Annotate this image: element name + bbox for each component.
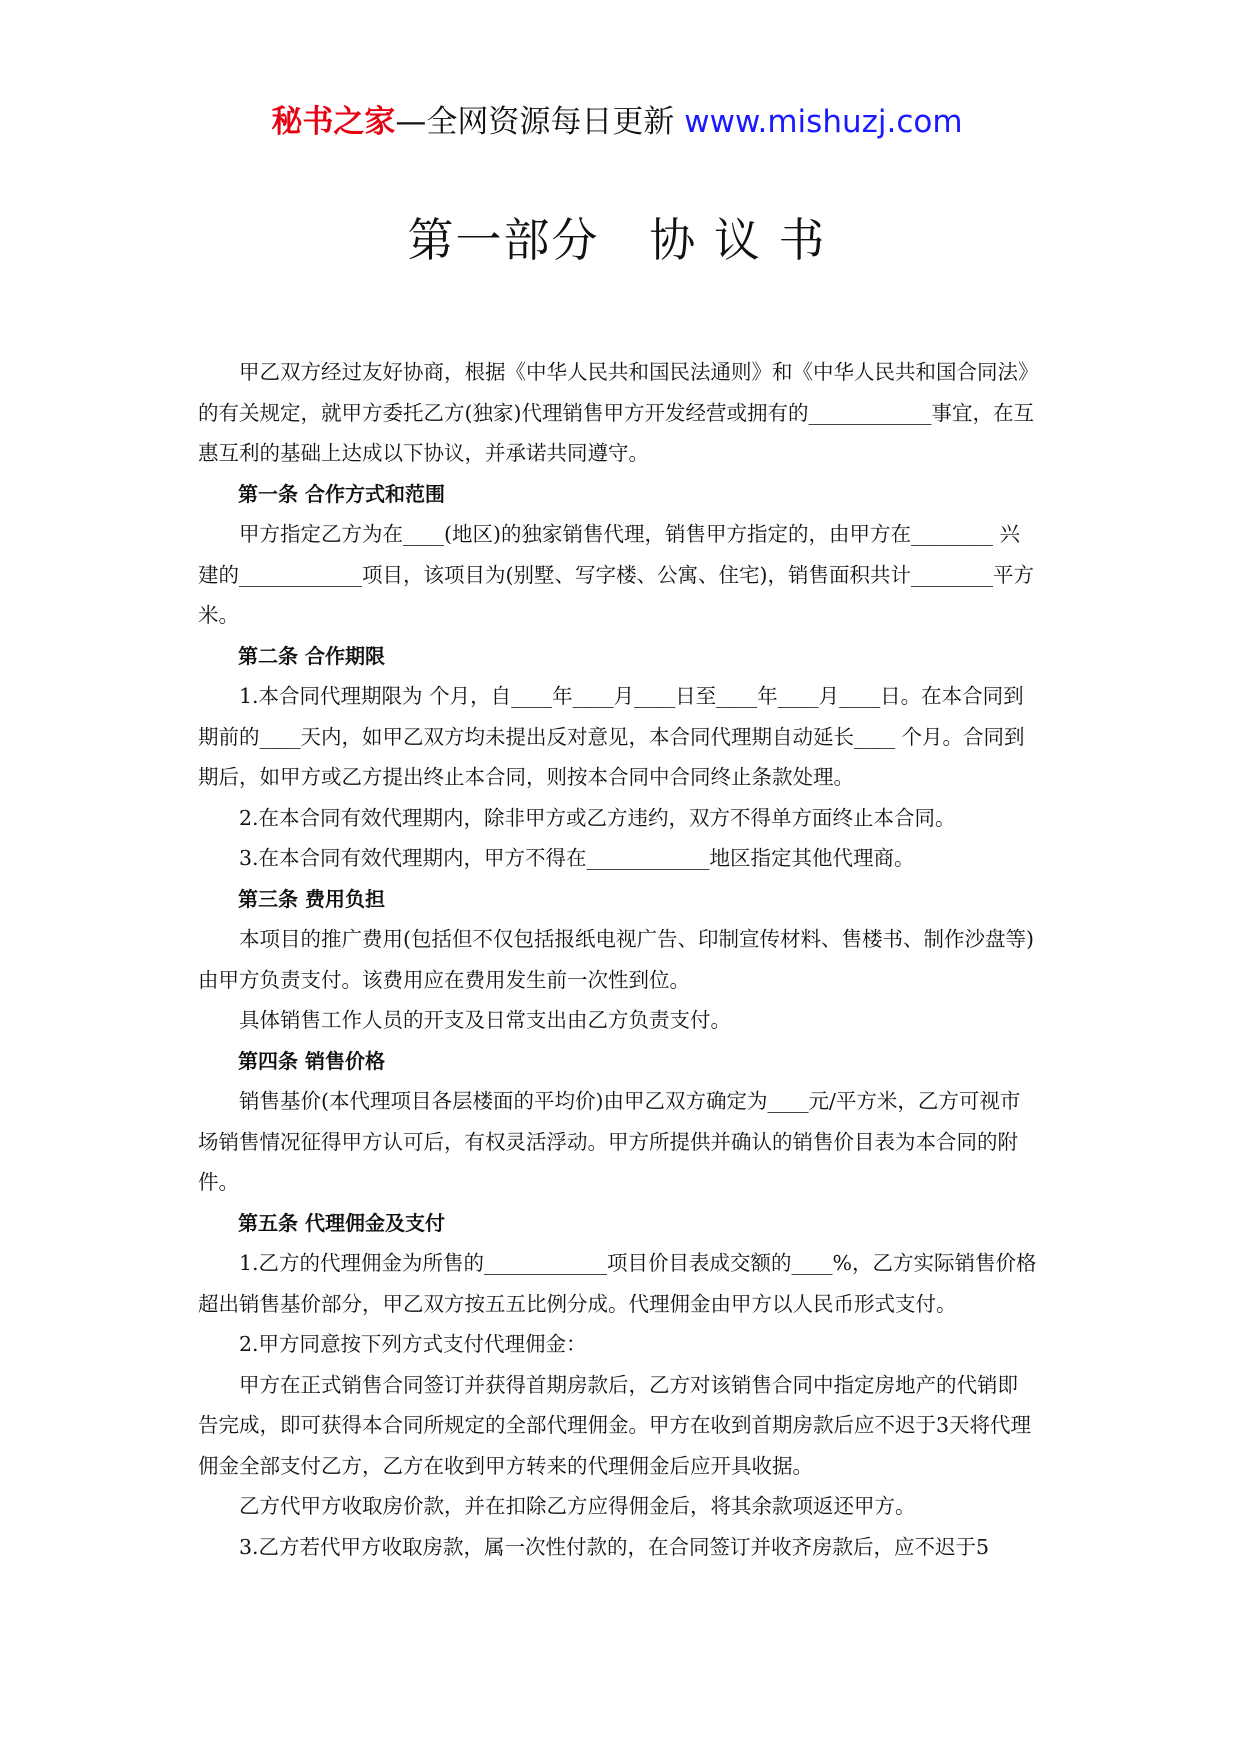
body-paragraph: 1.本合同代理期限为 个月，自____年____月____日至____年____月____日。在本合同到期前的____天内，如甲乙双方均未提出反对意见，本合同代理期自动延长____ 个月。合同到期后，如甲方或乙方提出终止本合同，则按本合同中合同终止条款处理。 bbox=[198, 684, 1025, 789]
body-paragraph: 3.乙方若代甲方收取房款，属一次性付款的，在合同签订并收齐房款后，应不迟于5 bbox=[239, 1534, 990, 1559]
document-body bbox=[198, 352, 1038, 1567]
body-paragraph: 甲方在正式销售合同签订并获得首期房款后，乙方对该销售合同中指定房地产的代销即告完成，即可获得本合同所规定的全部代理佣金。甲方在收到首期房款后应不迟于3天将代理佣金全部支付乙方，乙方在收到甲方转来的代理佣金后应开具收据。 bbox=[198, 1372, 1032, 1478]
site-brand: 秘书之家 bbox=[271, 104, 396, 140]
body-paragraph: 3.在本合同有效代理期内，甲方不得在____________地区指定其他代理商。 bbox=[239, 846, 915, 870]
document-title: 第一部分 协 议 书 bbox=[407, 213, 827, 267]
body-paragraph: 2.在本合同有效代理期内，除非甲方或乙方违约，双方不得单方面终止本合同。 bbox=[239, 805, 956, 830]
body-paragraph: 2.甲方同意按下列方式支付代理佣金： bbox=[239, 1332, 587, 1356]
site-url-link[interactable]: www.mishuzj.com bbox=[684, 104, 963, 140]
article-heading: 第三条 费用负担 bbox=[238, 886, 385, 911]
body-paragraph: 具体销售工作人员的开支及日常支出由乙方负责支付。 bbox=[239, 1008, 731, 1032]
article-heading: 第二条 合作期限 bbox=[238, 643, 385, 668]
article-heading: 第一条 合作方式和范围 bbox=[238, 481, 445, 506]
article-heading: 第五条 代理佣金及支付 bbox=[238, 1210, 445, 1235]
body-paragraph: 乙方代甲方收取房价款，并在扣除乙方应得佣金后，将其余款项返还甲方。 bbox=[239, 1494, 916, 1518]
body-paragraph: 销售基价(本代理项目各层楼面的平均价)由甲乙双方确定为____元/平方米，乙方可视市场销售情况征得甲方认可后，有权灵活浮动。甲方所提供并确认的销售价目表为本合同的附件。 bbox=[198, 1089, 1021, 1194]
body-paragraph: 本项目的推广费用(包括但不仅包括报纸电视广告、印制宣传材料、售楼书、制作沙盘等)由甲方负责支付。该费用应在费用发生前一次性到位。 bbox=[198, 927, 1034, 992]
article-heading: 第四条 销售价格 bbox=[238, 1048, 385, 1073]
body-paragraph: 甲方指定乙方为在____(地区)的独家销售代理，销售甲方指定的，由甲方在________ 兴建的____________项目，该项目为(别墅、写字楼、公寓、住宅)，销售面积共计________平方米。 bbox=[198, 522, 1034, 627]
site-header bbox=[0, 100, 1234, 144]
body-paragraph: 1.乙方的代理佣金为所售的____________项目价目表成交额的____%，乙方实际销售价格超出销售基价部分，甲乙双方按五五比例分成。代理佣金由甲方以人民币形式支付。 bbox=[198, 1251, 1037, 1316]
site-tagline: —全网资源每日更新 bbox=[395, 104, 685, 140]
body-paragraph: 甲乙双方经过友好协商，根据《中华人民共和国民法通则》和《中华人民共和国合同法》的有关规定，就甲方委托乙方(独家)代理销售甲方开发经营或拥有的____________事宜，在互惠互利的基础上达成以下协议，并承诺共同遵守。 bbox=[198, 360, 1034, 465]
